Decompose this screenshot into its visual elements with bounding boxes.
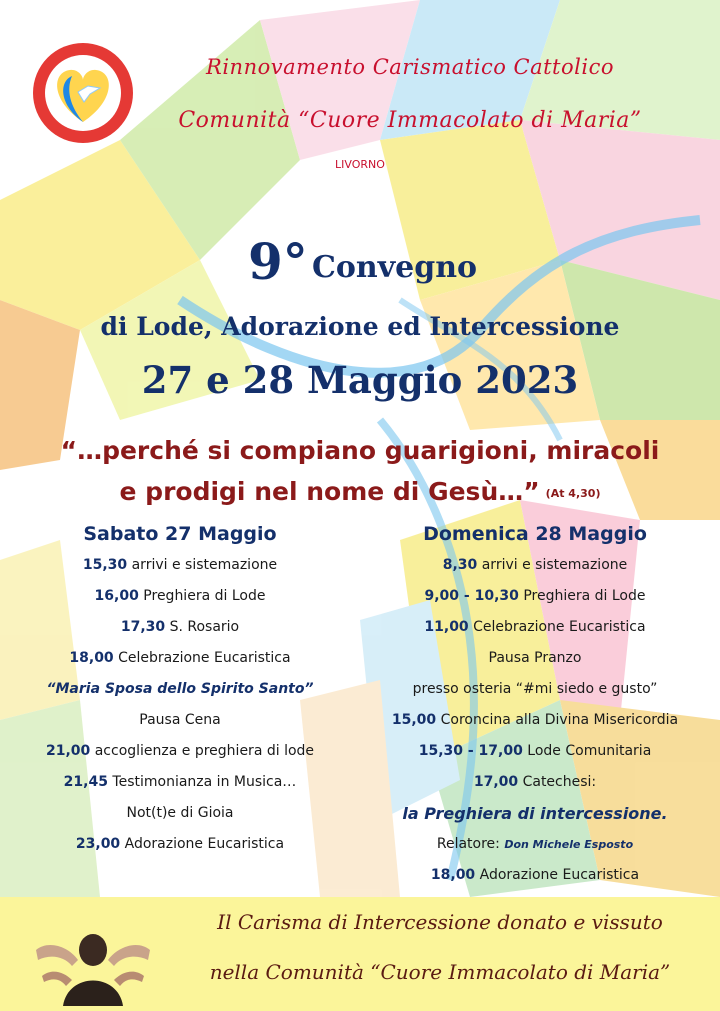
saturday-title: Sabato 27 Maggio <box>83 523 277 545</box>
schedule-time: 21,45 <box>63 774 108 790</box>
sunday-title: Domenica 28 Maggio <box>423 523 647 545</box>
city-label: LIVORNO <box>335 158 385 171</box>
schedule-time: 17,30 <box>120 619 166 635</box>
schedule-text: Testimonianza in Musica… <box>107 774 297 790</box>
schedule-text: arrivi e sistemazione <box>127 557 278 573</box>
schedule-row <box>0 550 360 581</box>
event-subtitle: di Lode, Adorazione ed Intercessione <box>100 312 620 341</box>
quote-reference: (At 4,30) <box>545 486 601 500</box>
organization-name: Rinnovamento Carismatico Cattolico <box>206 55 614 79</box>
schedule-time: 8,30 <box>442 557 478 573</box>
sunday-schedule <box>355 518 715 891</box>
schedule-row <box>0 643 360 674</box>
schedule-row <box>0 767 360 798</box>
schedule-row <box>0 612 360 643</box>
schedule-text: S. Rosario <box>165 619 240 635</box>
quote-line-2 <box>0 477 720 506</box>
schedule-time: 18,00 <box>430 867 476 883</box>
schedule-row: presso osteria “#mi siedo e gusto” <box>412 681 658 697</box>
schedule-row <box>355 612 715 643</box>
edition-number: 9° <box>248 232 308 291</box>
schedule-time: 16,00 <box>94 588 139 604</box>
quote-line-2-text: e prodigi nel nome di Gesù…” <box>119 477 540 506</box>
schedule-text: Coroncina alla Divina Misericordia <box>436 712 679 728</box>
schedule-text: Adorazione Eucaristica <box>120 836 285 852</box>
schedule-text: arrivi e sistemazione <box>477 557 628 573</box>
schedule-row: Pausa Cena <box>139 712 221 728</box>
community-logo-icon <box>30 40 136 146</box>
schedule-row: Not(t)e di Gioia <box>126 805 234 821</box>
footer-line-2: nella Comunità “Cuore Immacolato di Maria” <box>209 960 671 984</box>
schedule-row <box>355 860 715 891</box>
schedule-text: Preghiera di Lode <box>518 588 646 604</box>
schedule-time: 17,00 <box>473 774 519 790</box>
event-dates: 27 e 28 Maggio 2023 <box>141 358 579 402</box>
speaker-row <box>355 829 715 860</box>
speaker-name: Don Michele Esposto <box>504 838 634 851</box>
footer-line-1: Il Carisma di Intercessione donato e vissuto <box>217 910 663 934</box>
schedule-row <box>0 829 360 860</box>
community-name: Comunità “Cuore Immacolato di Maria” <box>178 108 642 133</box>
schedule-row <box>355 767 715 798</box>
schedule-text: Adorazione Eucaristica <box>475 867 640 883</box>
schedule-time: 23,00 <box>75 836 121 852</box>
quote-line-1: “…perché si compiano guarigioni, miracoli <box>60 436 660 465</box>
schedule-row <box>355 705 715 736</box>
schedule-row <box>0 581 360 612</box>
schedule-text: Catechesi: <box>518 774 597 790</box>
schedule-time: 18,00 <box>69 650 114 666</box>
speaker-label: Relatore: <box>436 836 505 852</box>
schedule-row: Pausa Pranzo <box>488 650 582 666</box>
schedule-row <box>355 550 715 581</box>
schedule-text: accoglienza e preghiera di lode <box>90 743 315 759</box>
schedule-time: 11,00 <box>424 619 469 635</box>
schedule-text: Lode Comunitaria <box>522 743 652 759</box>
schedule-time: 15,30 <box>82 557 128 573</box>
schedule-time: 15,00 <box>391 712 437 728</box>
schedule-time: 9,00 - 10,30 <box>424 588 519 604</box>
schedule-time: 21,00 <box>45 743 91 759</box>
event-title: Convegno <box>312 250 478 285</box>
schedule-time: 15,30 - 17,00 <box>418 743 523 759</box>
schedule-row <box>355 736 715 767</box>
saturday-schedule <box>0 518 360 860</box>
schedule-row <box>355 581 715 612</box>
schedule-text: Celebrazione Eucaristica <box>468 619 646 635</box>
praying-hands-figure-icon <box>28 910 158 1006</box>
schedule-text: Preghiera di Lode <box>138 588 266 604</box>
schedule-text: Celebrazione Eucaristica <box>113 650 291 666</box>
catechesis-topic: la Preghiera di intercessione. <box>402 804 668 823</box>
mass-dedication: “Maria Sposa dello Spirito Santo” <box>46 681 314 697</box>
schedule-row <box>0 736 360 767</box>
